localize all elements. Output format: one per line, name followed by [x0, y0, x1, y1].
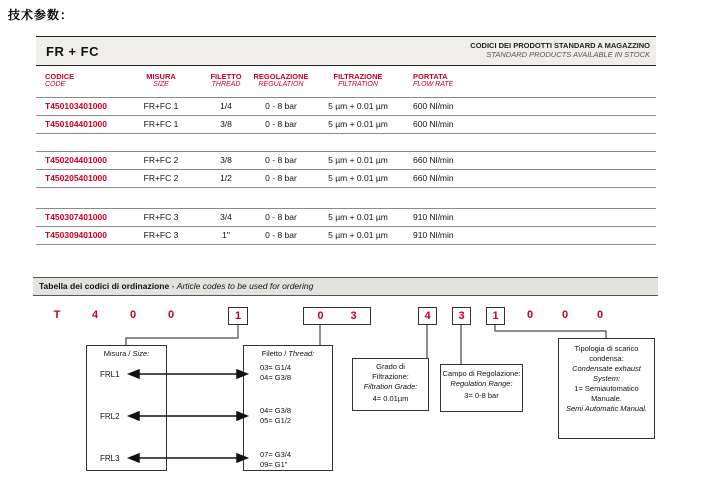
cell-size: FR+FC 1: [143, 101, 179, 111]
thread-legend-box: [243, 345, 333, 471]
cell-regulation: 0 - 8 bar: [265, 119, 297, 129]
filtration-legend-box: [352, 358, 429, 411]
cell-regulation: 0 - 8 bar: [265, 155, 297, 165]
column-header-regulation: [244, 72, 318, 88]
size-item-frl3: FRL3: [100, 454, 120, 463]
cell-code: T450204401000: [45, 155, 107, 165]
product-group-frfc2: [36, 151, 656, 188]
regulation-title-it: Campo di Regolazione:: [442, 369, 521, 378]
thread-title-en: Thread:: [288, 349, 315, 358]
cell-size: FR+FC 3: [143, 212, 179, 222]
thread-digit-b: 3: [350, 310, 357, 322]
cell-filtration: 5 µm + 0.01 µm: [328, 101, 388, 111]
thread-legend-title: [244, 346, 332, 359]
cell-flowrate: 660 Nl/min: [413, 173, 454, 183]
cell-regulation: 0 - 8 bar: [265, 173, 297, 183]
thread-title-it: Filetto /: [261, 349, 287, 358]
filtration-value: 4= 0.01µm: [372, 394, 409, 403]
column-header-it: PORTATA: [413, 72, 448, 81]
cell-regulation: 0 - 8 bar: [265, 101, 297, 111]
cell-flowrate: 660 Nl/min: [413, 155, 454, 165]
cell-size: FR+FC 2: [143, 173, 179, 183]
cell-size: FR+FC 1: [143, 119, 179, 129]
product-header-band: [36, 36, 656, 66]
ordering-band-separator: -: [171, 281, 177, 291]
code-char-0b: 0: [167, 309, 175, 321]
cell-thread: 3/4: [220, 212, 232, 222]
column-header-en: FILTRATION: [338, 81, 378, 88]
exhaust-title-it: Tipologia di scarico condensa:: [574, 344, 639, 363]
code-box-regulation-digit: 3: [452, 307, 471, 325]
regulation-title-en: Regulation Range:: [450, 379, 513, 388]
product-group-frfc1: [36, 97, 656, 134]
code-box-exhaust-digit: 1: [486, 307, 505, 325]
cell-thread: 1/4: [220, 101, 232, 111]
thread-option: 05= G1/2: [260, 416, 292, 425]
size-item-frl1: FRL1: [100, 370, 120, 379]
thread-option: 03= G1/4: [260, 363, 292, 372]
regulation-value: 3= 0-8 bar: [464, 391, 499, 400]
code-char-0a: 0: [129, 309, 137, 321]
table-row: [36, 116, 656, 134]
size-title-it: Misura /: [103, 349, 131, 358]
ordering-codes-band: [33, 277, 658, 296]
table-row: [36, 152, 656, 170]
cell-size: FR+FC 2: [143, 155, 179, 165]
cell-thread: 3/8: [220, 119, 232, 129]
cell-flowrate: 600 Nl/min: [413, 101, 454, 111]
code-char-z3: 0: [596, 309, 604, 321]
column-header-it: FILTRAZIONE: [333, 72, 383, 81]
column-header-it: MISURA: [146, 72, 176, 81]
thread-option: 04= G3/8: [260, 373, 292, 382]
column-header-en: THREAD: [211, 81, 241, 88]
code-box-filtration-digit: 4: [418, 307, 437, 325]
thread-option: 04= G3/8: [260, 406, 292, 415]
column-header-en: FLOW RATE: [413, 81, 454, 88]
size-connector: [126, 325, 238, 345]
stock-availability-note: [470, 41, 650, 59]
cell-thread: 1/2: [220, 173, 232, 183]
exhaust-legend-box: [558, 338, 655, 439]
table-row: [36, 209, 656, 227]
code-box-thread-digits: [303, 307, 371, 325]
table-row: [36, 170, 656, 188]
code-box-size-digit: 1: [228, 307, 248, 325]
cell-filtration: 5 µm + 0.01 µm: [328, 173, 388, 183]
ordering-band-title-it: Tabella dei codici di ordinazione: [39, 281, 170, 291]
cell-size: FR+FC 3: [143, 230, 179, 240]
cell-filtration: 5 µm + 0.01 µm: [328, 155, 388, 165]
product-group-frfc3: [36, 208, 656, 245]
thread-digit-a: 0: [317, 310, 324, 322]
exhaust-connector: [495, 325, 606, 338]
cell-code: T450309401000: [45, 230, 107, 240]
column-header-size: [128, 72, 194, 88]
cell-flowrate: 910 Nl/min: [413, 212, 454, 222]
code-char-t: T: [53, 309, 61, 321]
regulation-legend-box: [440, 364, 523, 412]
stock-note-en: STANDARD PRODUCTS AVAILABLE IN STOCK: [486, 50, 650, 59]
code-char-z2: 0: [561, 309, 569, 321]
cell-flowrate: 910 Nl/min: [413, 230, 454, 240]
column-header-it: REGOLAZIONE: [253, 72, 309, 81]
column-header-it: FILETTO: [210, 72, 242, 81]
table-row: [36, 227, 656, 245]
cell-filtration: 5 µm + 0.01 µm: [328, 119, 388, 129]
cell-thread: 3/8: [220, 155, 232, 165]
size-legend-title: [87, 346, 166, 359]
cell-code: T450205401000: [45, 173, 107, 183]
column-header-flowrate: [413, 72, 523, 88]
filtration-title-en: Filtration Grade:: [363, 382, 418, 391]
cell-regulation: 0 - 8 bar: [265, 230, 297, 240]
stock-note-it: CODICI DEI PRODOTTI STANDARD A MAGAZZINO: [470, 41, 650, 50]
cell-filtration: 5 µm + 0.01 µm: [328, 212, 388, 222]
filtration-title-line1: Grado di: [376, 362, 405, 371]
column-header-en: CODE: [45, 81, 66, 88]
cell-code: T450103401000: [45, 101, 107, 111]
table-row: [36, 98, 656, 116]
size-legend-box: [86, 345, 167, 471]
column-header-en: SIZE: [153, 81, 169, 88]
size-item-frl2: FRL2: [100, 412, 120, 421]
ordering-band-title-en: Article codes to be used for ordering: [176, 281, 314, 291]
cell-code: T450307401000: [45, 212, 107, 222]
column-header-it: CODICE: [45, 72, 75, 81]
cell-regulation: 0 - 8 bar: [265, 212, 297, 222]
cell-filtration: 5 µm + 0.01 µm: [328, 230, 388, 240]
cell-code: T450104401000: [45, 119, 107, 129]
exhaust-value-it: 1= Semiautomatico Manuale.: [574, 384, 639, 403]
code-char-4: 4: [91, 309, 99, 321]
code-char-z1: 0: [526, 309, 534, 321]
thread-option: 07= G3/4: [260, 450, 292, 459]
cell-flowrate: 600 Nl/min: [413, 119, 454, 129]
exhaust-value-en: Semi Automatic Manual.: [565, 404, 647, 413]
table-header-row: [36, 72, 656, 96]
size-title-en: Size:: [132, 349, 150, 358]
cell-thread: 1": [222, 230, 230, 240]
filtration-title-line2: Filtrazione:: [372, 372, 409, 381]
thread-option: 09= G1": [260, 460, 288, 469]
product-name: FR + FC: [46, 44, 99, 59]
column-header-en: REGULATION: [258, 81, 304, 88]
exhaust-title-en: Condensate exhaust System:: [572, 364, 641, 383]
column-header-filtration: [316, 72, 400, 88]
page-top-label: 技术参数：: [8, 8, 74, 22]
